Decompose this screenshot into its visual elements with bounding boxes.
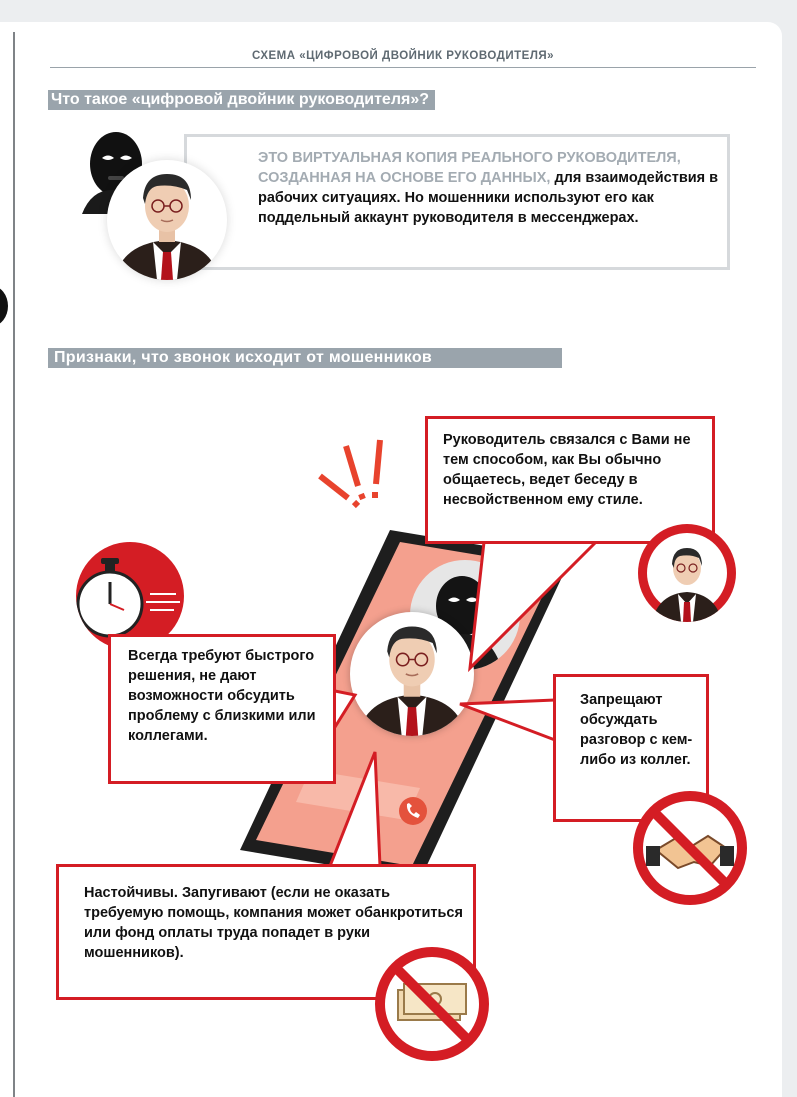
section-title-signs: Признаки, что звонок исходит от мошенников [48,348,562,368]
definition-accent: ЭТО ВИРТУАЛЬНАЯ КОПИЯ РЕАЛЬНОГО РУКОВОДИТЕЛЯ, СОЗДАННАЯ НА ОСНОВЕ ЕГО ДАННЫХ, [258,150,681,186]
sign-urgency-text: Всегда требуют быстрого решения, не дают возможности обсудить проблему с близкими или коллегами. [128,648,316,744]
section-title-what-is: Что такое «цифровой двойник руководителя»? [48,90,435,110]
scheme-title: СХЕМА «ЦИФРОВОЙ ДВОЙНИК РУКОВОДИТЕЛЯ» [251,50,555,62]
sign-secrecy-text: Запрещают обсуждать разговор с кем-либо из коллег. [580,692,693,768]
money-forbidden-icon [374,946,490,1062]
sign-pressure-text: Настойчивы. Запугивают (если не оказать требуемую помощь, компания может обанкротиться или фонд оплаты труда попадет в руки мошенников). [84,885,463,961]
handshake-forbidden-icon [632,790,748,906]
manager-avatar-badge [638,524,736,622]
sign-contact-text: Руководитель связался с Вами не тем способом, как Вы обычно общаетесь, ведет беседу в несвойственном ему стиле. [443,432,691,508]
manager-avatar-icon [638,524,736,622]
definition-rest: для взаимодействия в рабочих ситуациях. Но мошенники используют его как поддельный аккаунт руководителя в мессенджерах. [258,170,719,226]
